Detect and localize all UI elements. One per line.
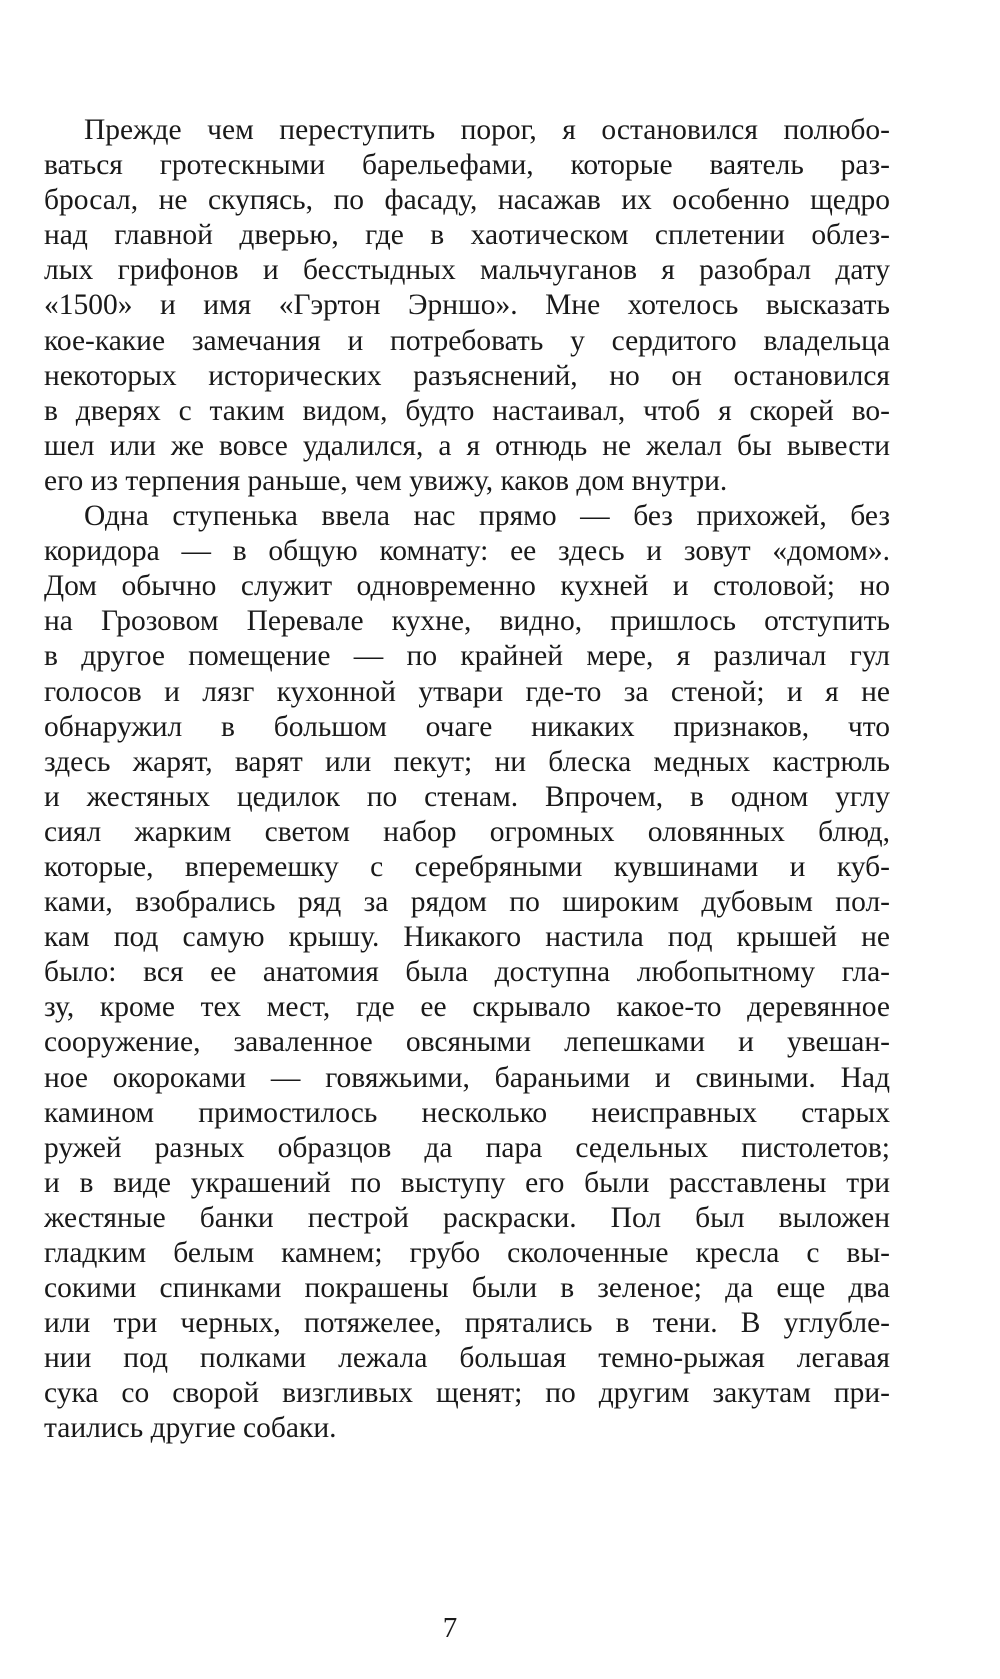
text-line: камином примостилось несколько неисправных старых <box>44 1096 890 1129</box>
text-line: бросал, не скупясь, по фасаду, насажав их особенно щедро <box>44 184 890 217</box>
text-line: ное окороками — говяжьими, бараньими и свиными. Над <box>44 1061 890 1094</box>
paragraph <box>44 113 890 499</box>
text-line: коридора — в общую комнату: ее здесь и зовут «домом». <box>44 535 890 568</box>
text-line: обнаружил в большом очаге никаких признаков, что <box>44 710 890 743</box>
paragraph <box>44 499 890 1447</box>
text-line: ваться гротескными барельефами, которые ваятель раз- <box>44 149 890 182</box>
text-line: некоторых исторических разъяснений, но он остановился <box>44 359 890 392</box>
text-line: в дверях с таким видом, будто настаивал, чтоб я скорей во- <box>44 394 890 427</box>
page-number: 7 <box>442 1612 458 1644</box>
text-line: сука со сворой визгливых щенят; по другим закутам при- <box>44 1377 890 1410</box>
text-line: которые, вперемешку с серебряными кувшинами и куб- <box>44 850 890 883</box>
text-line: или три черных, потяжелее, прятались в тени. В углубле- <box>44 1307 890 1340</box>
text-line: зу, кроме тех мест, где ее скрывало какое-то деревянное <box>44 991 890 1024</box>
text-line: сооружение, заваленное овсяными лепешками и увешан- <box>44 1026 890 1059</box>
text-line: гладким белым камнем; грубо сколоченные кресла с вы- <box>44 1237 890 1269</box>
text-line: в другое помещение — по крайней мере, я различал гул <box>44 640 890 673</box>
text-line: и жестяных цедилок по стенам. Впрочем, в одном углу <box>44 780 890 813</box>
text-line: Дом обычно служит одновременно кухней и столовой; но <box>44 570 890 603</box>
text-line: нии под полками лежала большая темно-рыжая легавая <box>44 1342 890 1375</box>
text-line: ками, взобрались ряд за рядом по широким дубовым пол- <box>44 886 890 919</box>
text-line: его из терпения раньше, чем увижу, каков дом внутри. <box>44 464 728 497</box>
text-line: ружей разных образцов да пара седельных пистолетов; <box>44 1131 890 1164</box>
text-line: голосов и лязг кухонной утвари где-то за стеной; и я не <box>44 675 890 708</box>
text-line: шел или же вовсе удалился, а я отнюдь не желал бы вывести <box>44 429 890 462</box>
text-line: было: вся ее анатомия была доступна любопытному гла- <box>44 956 890 989</box>
text-line: на Грозовом Перевале кухне, видно, пришлось отступить <box>44 605 890 638</box>
text-line: сиял жарким светом набор огромных оловянных блюд, <box>44 815 890 848</box>
text-line: здесь жарят, варят или пекут; ни блеска медных кастрюль <box>44 745 890 778</box>
text-line: лых грифонов и бесстыдных мальчуганов я разобрал дату <box>44 254 890 287</box>
text-line: Прежде чем переступить порог, я остановился полюбо- <box>84 114 890 146</box>
text-line: «1500» и имя «Гэртон Эрншо». Мне хотелось высказать <box>44 289 890 322</box>
text-line: сокими спинками покрашены были в зеленое; да еще два <box>44 1272 890 1305</box>
text-line: кое-какие замечания и потребовать у сердитого владельца <box>44 324 890 357</box>
text-line: Одна ступенька ввела нас прямо — без прихожей, без <box>84 500 890 533</box>
text-line: кам под самую крышу. Никакого настила под крышей не <box>44 921 890 954</box>
text-line: жестяные банки пестрой раскраски. Пол был выложен <box>44 1201 890 1234</box>
text-line: таились другие собаки. <box>44 1412 337 1445</box>
body-text <box>44 113 890 1447</box>
text-line: над главной дверью, где в хаотическом сплетении облез- <box>44 219 890 252</box>
text-line: и в виде украшений по выступу его были расставлены три <box>44 1166 890 1199</box>
